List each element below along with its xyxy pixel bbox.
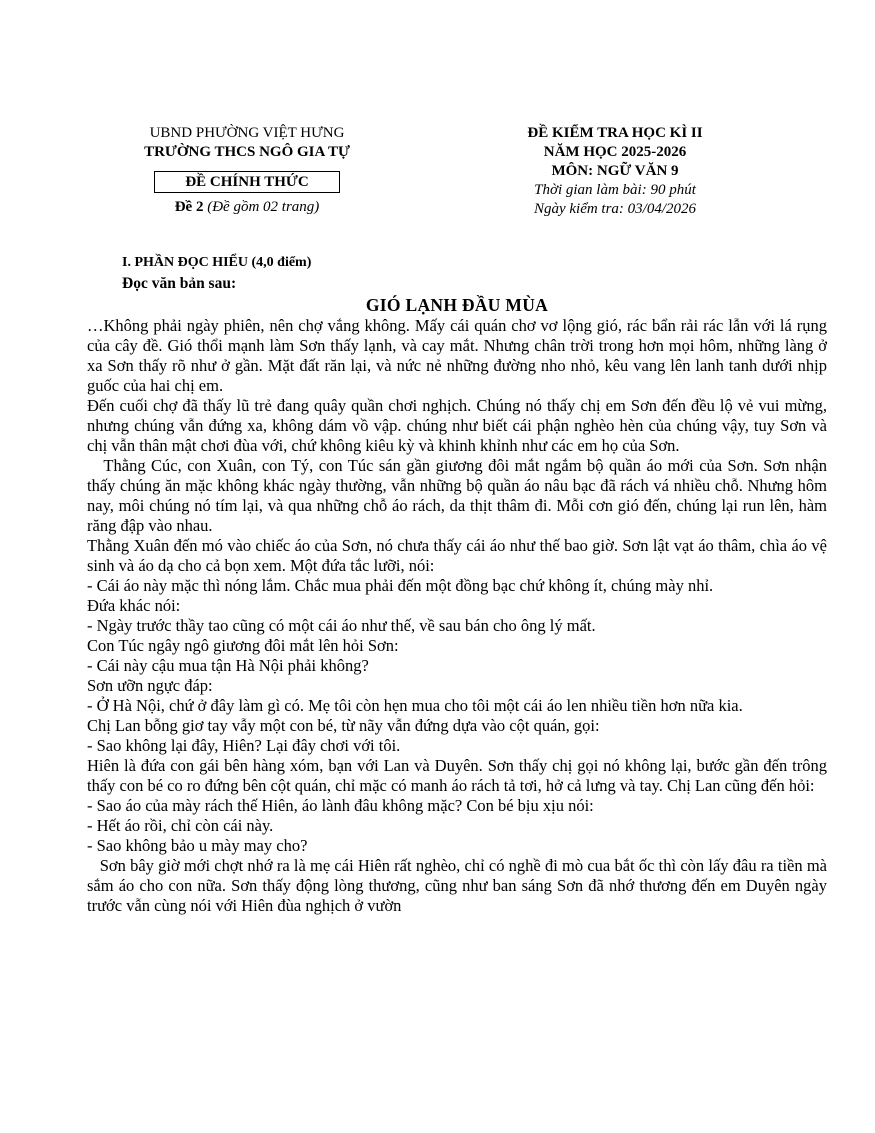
- header-right: [470, 124, 760, 219]
- exam-title: ĐỀ KIỂM TRA HỌC KÌ II: [527, 125, 703, 141]
- story-paragraph: Đến cuối chợ đã thấy lũ trẻ đang quây quần chơi nghịch. Chúng nó thấy chị em Sơn đến đều lộ vẻ vui mừng, nhưng chúng vẫn đứng xa, không dám vồ vập. chúng như biết cái phận nghèo hèn của chúng vậy, tuy Sơn và chị vẫn thân mật chơi đùa với, chứ không kiêu kỳ và khinh khỉnh như các em họ của Sơn.: [87, 396, 827, 455]
- story-paragraph: - Sao áo của mày rách thế Hiên, áo lành đâu không mặc? Con bé bịu xịu nói:: [87, 796, 594, 815]
- story-paragraph: - Sao không bảo u mày may cho?: [87, 836, 308, 855]
- story-paragraph: Thằng Xuân đến mó vào chiếc áo của Sơn, nó chưa thấy cái áo như thế bao giờ. Sơn lật vạt áo thâm, chìa áo vệ sinh và áo dạ cho cả bọn xem. Một đứa tắc lưỡi, nói:: [87, 536, 827, 575]
- authority-name: UBND PHƯỜNG VIỆT HƯNG: [149, 125, 345, 141]
- story-title: GIÓ LẠNH ĐẦU MÙA: [365, 295, 549, 315]
- exam-code-line: [112, 198, 382, 217]
- story-paragraph: - Cái áo này mặc thì nóng lắm. Chắc mua phải đến một đồng bạc chứ không ít, chúng mày nhỉ.: [87, 576, 714, 595]
- exam-code: Đề 2: [174, 199, 204, 215]
- story-paragraph: - Ở Hà Nội, chứ ở đây làm gì có. Mẹ tôi còn hẹn mua cho tôi một cái áo len nhiều tiền hơn nữa kia.: [87, 696, 743, 715]
- pages-note: (Đề gồm 02 trang): [207, 199, 320, 215]
- school-name: TRƯỜNG THCS NGÔ GIA TỰ: [144, 144, 350, 160]
- duration: Thời gian làm bài: 90 phút: [534, 182, 696, 198]
- story-paragraph: - Ngày trước thầy tao cũng có một cái áo như thế, về sau bán cho ông lý mất.: [87, 616, 596, 635]
- story-paragraph: Đứa khác nói:: [87, 596, 181, 615]
- story-body: [87, 316, 832, 916]
- school-year: NĂM HỌC 2025-2026: [543, 144, 687, 160]
- story-paragraph: Thằng Cúc, con Xuân, con Tý, con Túc sán gần giương đôi mắt ngắm bộ quần áo mới của Sơn. Sơn nhận thấy chúng ăn mặc không khác ngày thường, vẫn những bộ quần áo nâu bạc đã rách vá nhiều chỗ. Nhưng hôm nay, môi chúng nó tím lại, và qua những chỗ áo rách, da thịt thâm đi. Mỗi cơn gió đến, chúng lại run lên, hàm răng đập vào nhau.: [87, 456, 832, 535]
- header-left: [112, 124, 382, 217]
- story-paragraph: Chị Lan bỗng giơ tay vẫy một con bé, từ nãy vẫn đứng dựa vào cột quán, gọi:: [87, 716, 600, 735]
- story-paragraph: …Không phải ngày phiên, nên chợ vắng không. Mấy cái quán chơ vơ lộng gió, rác bẩn rải rác lẫn với lá rụng của cây đề. Gió thổi mạnh làm Sơn thấy lạnh, và cay mắt. Nhưng chân trời trong hơn mọi hôm, những làng ở xa Sơn thấy rõ như ở gần. Mặt đất răn lại, và nức nẻ những đường nho nhỏ, kêu vang lên lanh tanh dưới nhịp guốc của hai chị em.: [87, 316, 827, 395]
- story-paragraph: - Sao không lại đây, Hiên? Lại đây chơi với tôi.: [87, 736, 401, 755]
- story-paragraph: - Cái này cậu mua tận Hà Nội phải không?: [87, 656, 369, 675]
- story-paragraph: - Hết áo rồi, chỉ còn cái này.: [87, 816, 274, 835]
- story-paragraph: Hiên là đứa con gái bên hàng xóm, bạn với Lan và Duyên. Sơn thấy chị gọi nó không lại, bước gần đến trông thấy con bé co ro đứng bên cột quán, chỉ mặc có manh áo rách tả tơi, hở cả lưng và tay. Chị Lan cũng đến hỏi:: [87, 756, 827, 795]
- official-exam-box: ĐỀ CHÍNH THỨC: [154, 171, 339, 193]
- exam-date: Ngày kiểm tra: 03/04/2026: [533, 201, 697, 217]
- story-paragraph: Sơn bây giờ mới chợt nhớ ra là mẹ cái Hiên rất nghèo, chỉ có nghề đi mò cua bắt ốc thì còn lấy đâu ra tiền mà sắm áo cho con nữa. Sơn thấy động lòng thương, cũng như ban sáng Sơn đã nhớ thương đến em Duyên ngày trước vẫn cùng nói với Hiên đùa nghịch ở vườn: [87, 856, 832, 915]
- reading-instruction: Đọc văn bản sau:: [122, 275, 237, 292]
- story-paragraph: Con Túc ngây ngô giương đôi mắt lên hỏi Sơn:: [87, 636, 399, 655]
- section-heading: I. PHẦN ĐỌC HIỂU (4,0 điểm): [122, 255, 312, 270]
- story-paragraph: Sơn ưỡn ngực đáp:: [87, 676, 213, 695]
- subject: MÔN: NGỮ VĂN 9: [551, 163, 679, 179]
